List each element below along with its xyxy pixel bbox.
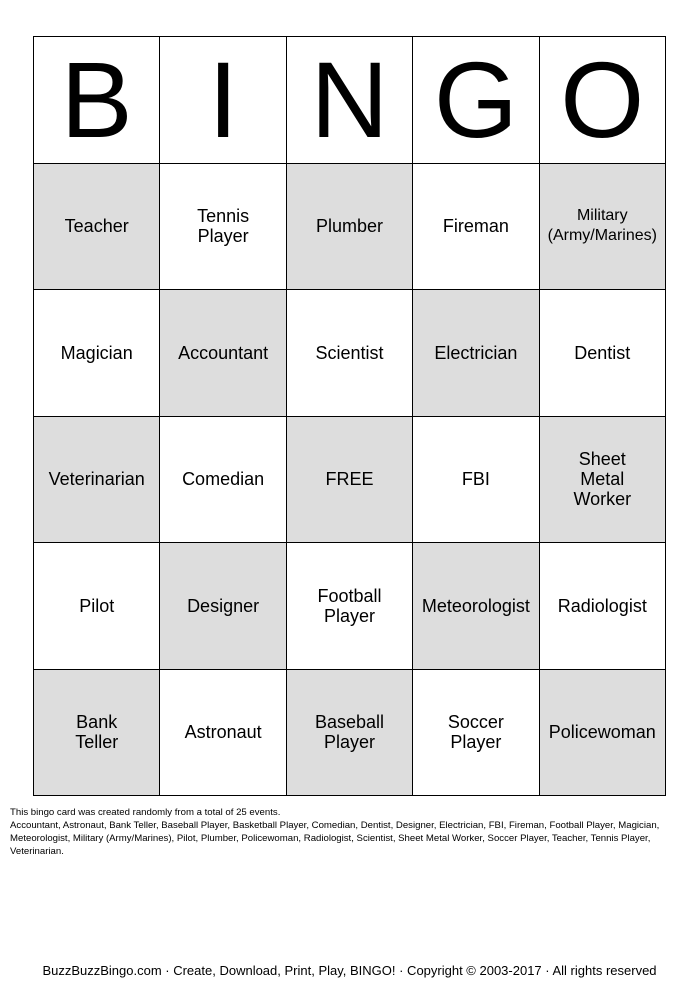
bingo-cell: Bank Teller	[34, 670, 160, 797]
bingo-cell: Fireman	[413, 164, 539, 291]
bingo-cell: Sheet Metal Worker	[540, 417, 666, 544]
header-letter-i: I	[160, 37, 286, 164]
bingo-cell: Magician	[34, 290, 160, 417]
bingo-cell: Meteorologist	[413, 543, 539, 670]
bingo-cell: Football Player	[287, 543, 413, 670]
caption-summary: This bingo card was created randomly from a total of 25 events.	[10, 807, 281, 818]
bingo-cell: Veterinarian	[34, 417, 160, 544]
card-caption	[10, 806, 689, 858]
bingo-cell: Astronaut	[160, 670, 286, 797]
caption-events: Accountant, Astronaut, Bank Teller, Baseball Player, Basketball Player, Comedian, Dentist, Designer, Electrician, FBI, Fireman, Football Player, Magician, Meteorologist, Military (Army/Marines), Pilot, Plumber, Policewoman, Radiologist, Scientist, Sheet Metal Worker, Soccer Player, Teacher, Tennis Player, Veterinarian.	[10, 820, 660, 857]
bingo-cell: Electrician	[413, 290, 539, 417]
bingo-cell: Dentist	[540, 290, 666, 417]
bingo-cell: Baseball Player	[287, 670, 413, 797]
bingo-cell: Scientist	[287, 290, 413, 417]
bingo-cell: Plumber	[287, 164, 413, 291]
footer-copyright: BuzzBuzzBingo.com · Create, Download, Print, Play, BINGO! · Copyright © 2003-2017 · All rights reserved	[42, 963, 657, 978]
free-space-cell: FREE	[287, 417, 413, 544]
header-letter-o: O	[540, 37, 666, 164]
bingo-cell: Radiologist	[540, 543, 666, 670]
bingo-cell: Pilot	[34, 543, 160, 670]
bingo-cell: Teacher	[34, 164, 160, 291]
bingo-cell: Policewoman	[540, 670, 666, 797]
bingo-cell: FBI	[413, 417, 539, 544]
bingo-cell: Accountant	[160, 290, 286, 417]
bingo-cell: Military (Army/Marines)	[540, 164, 666, 291]
header-letter-g: G	[413, 37, 539, 164]
bingo-card	[33, 36, 666, 796]
header-letter-n: N	[287, 37, 413, 164]
bingo-cell: Soccer Player	[413, 670, 539, 797]
header-letter-b: B	[34, 37, 160, 164]
bingo-cell: Designer	[160, 543, 286, 670]
bingo-cell: Comedian	[160, 417, 286, 544]
bingo-cell: Tennis Player	[160, 164, 286, 291]
